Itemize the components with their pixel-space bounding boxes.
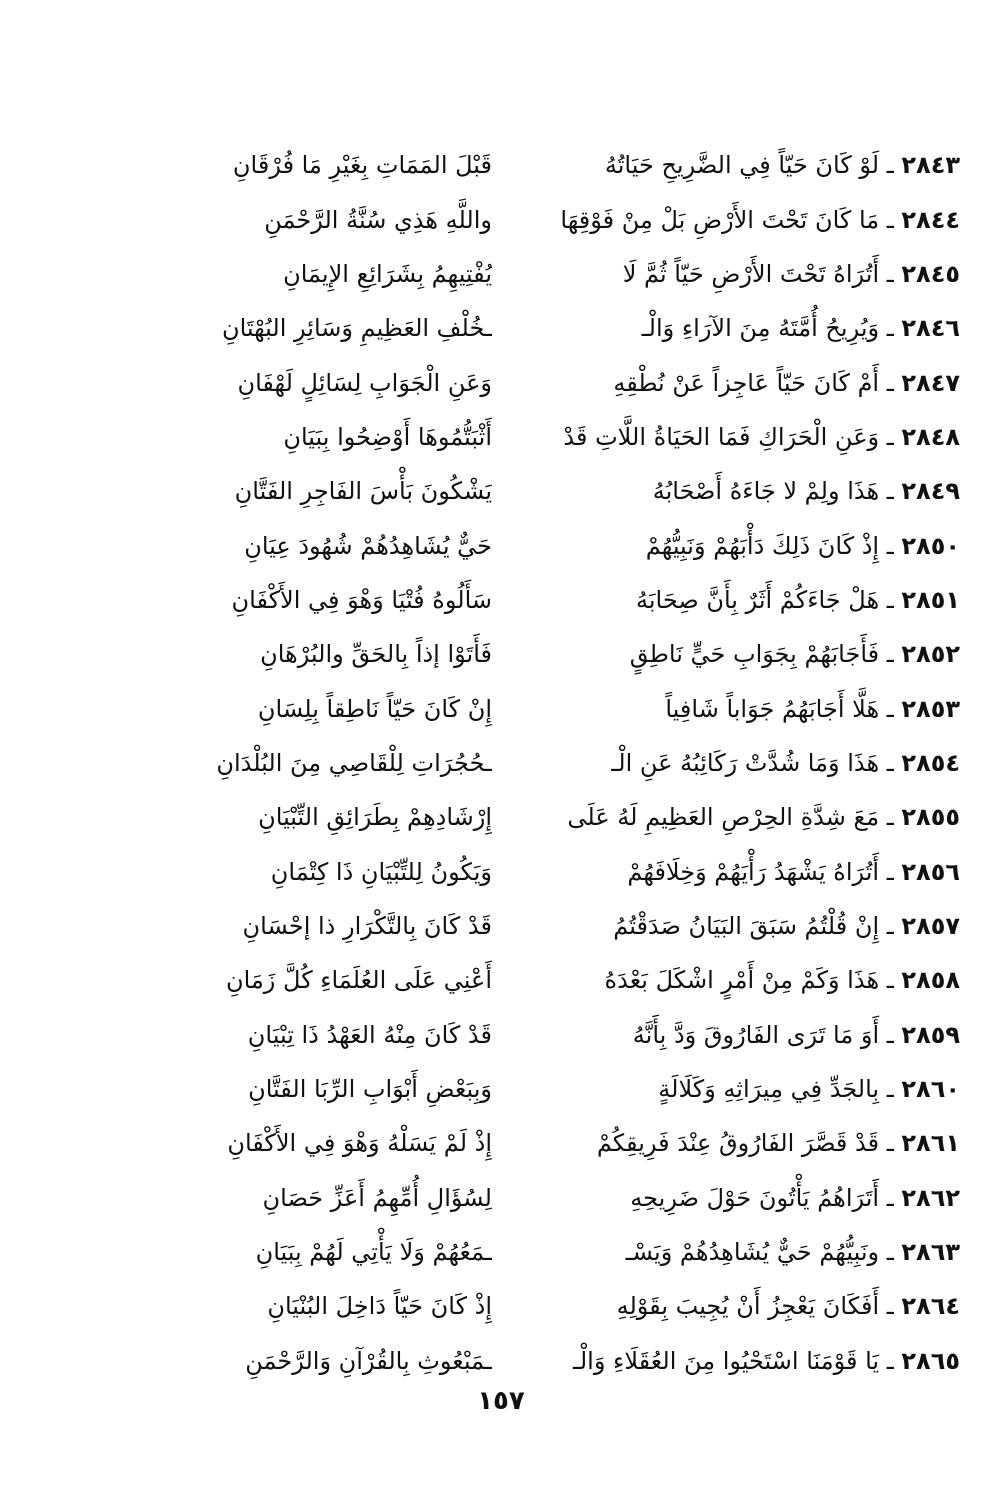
second-hemistich: ـحُجُرَاتِ لِلْقَاصِي مِنَ البُلْدَانِ [216, 748, 492, 777]
verse-row [80, 681, 960, 735]
first-hemistich-text: أَتُرَاهُ يَشْهَدُ رَأْيَهُمْ وَخِلَافَهُمْ [627, 857, 880, 886]
first-hemistich [520, 519, 960, 573]
verse-separator: ـ [879, 966, 902, 995]
verse-row [80, 301, 960, 355]
verse-number: ٢٨٥٨ [901, 966, 960, 995]
verse-number: ٢٨٦٢ [901, 1183, 960, 1212]
first-hemistich [520, 247, 960, 301]
verse-number: ٢٨٤٨ [901, 422, 960, 451]
verse-row [80, 518, 960, 572]
second-hemistich: لِسُؤَالِ أُمِّهِمُ أَعَزِّ حَصَانِ [262, 1183, 492, 1212]
first-hemistich [520, 193, 960, 247]
second-hemistich: يُفْتِيهِمُ بِشَرَائِعِ الإِيمَانِ [283, 259, 492, 288]
verse-row [80, 573, 960, 627]
first-hemistich [520, 1334, 960, 1388]
second-hemistich: سَأَلُوهُ فُتْيَا وَهْوَ فِي الأَكْفَانِ [231, 585, 492, 614]
verse-row [80, 1171, 960, 1225]
verse-row [80, 790, 960, 844]
first-hemistich-text: وَيُرِيحُ أُمَّتَهُ مِنَ الآرَاءِ وَالْـ [641, 314, 880, 343]
verse-number: ٢٨٦٤ [901, 1292, 960, 1321]
first-hemistich [520, 356, 960, 410]
first-hemistich-text: ونَبِيُّهُمْ حَيٌّ يُشَاهِدُهُمْ وَيَسْـ [625, 1238, 880, 1267]
second-hemistich: أَثْبَتُّمُوهَا أَوْضِحُوا بِبَيَانِ [283, 422, 492, 451]
first-hemistich [520, 1225, 960, 1279]
first-hemistich [520, 138, 960, 192]
second-hemistich: إِنْ كَانَ حَيّاً نَاطِقاً بِلِسَانِ [257, 694, 492, 723]
verse-number: ٢٨٤٤ [901, 205, 960, 234]
second-hemistich: قَبْلَ المَمَاتِ بِغَيْرِ مَا فُرْقَانِ [232, 151, 492, 180]
second-hemistich: فَأَتَوْا إذاً بِالحَقِّ والبُرْهَانِ [260, 640, 492, 669]
verse-number: ٢٨٥٤ [901, 748, 960, 777]
verse-number: ٢٨٥٣ [901, 694, 960, 723]
second-hemistich: واللَّهِ هَذِي سُنَّةُ الرَّحْمَنِ [264, 205, 492, 234]
verse-number: ٢٨٤٣ [901, 151, 960, 180]
second-hemistich: ـمَبْعُوثِ بِالقُرْآنِ وَالرَّحْمَنِ [245, 1346, 492, 1375]
first-hemistich-text: أَتَرَاهُمُ يَأْتُونَ حَوْلَ ضَرِيحِهِ [630, 1183, 880, 1212]
second-hemistich: أَعْنِي عَلَى العُلَمَاءِ كُلَّ زَمَانِ [226, 966, 492, 995]
verse-separator: ـ [879, 314, 902, 343]
verse-row [80, 1008, 960, 1062]
first-hemistich-text: مَعَ شِدَّةِ الحِرْصِ العَظِيمِ لَهُ عَلَى [567, 803, 880, 832]
second-hemistich: ـمَعُهُمْ وَلَا يَأْتِي لَهُمْ بِبَيَانِ [255, 1238, 492, 1267]
verse-list [80, 138, 960, 1388]
first-hemistich-text: قَدْ قَصَّرَ الفَارُوقُ عِنْدَ فَرِيقِكُمْ [596, 1129, 880, 1158]
first-hemistich [520, 682, 960, 736]
verse-row [80, 1062, 960, 1116]
first-hemistich-text: هَذَا وَمَا شُدَّتْ رَكَائِبُهُ عَنِ الْـ [611, 748, 880, 777]
verse-number: ٢٨٤٥ [901, 259, 960, 288]
verse-row [80, 192, 960, 246]
first-hemistich [520, 464, 960, 518]
verse-number: ٢٨٦٠ [901, 1075, 960, 1104]
first-hemistich [520, 953, 960, 1007]
verse-separator: ـ [879, 151, 902, 180]
second-hemistich: إِرْشَادِهِمْ بِطَرَائِقِ التِّبْيَانِ [258, 803, 492, 832]
verse-row [80, 736, 960, 790]
second-hemistich: قَدْ كَانَ مِنْهُ العَهْدُ ذَا تِبْيَانِ [247, 1020, 492, 1049]
verse-separator: ـ [879, 748, 902, 777]
verse-row [80, 844, 960, 898]
first-hemistich [520, 301, 960, 355]
first-hemistich [520, 899, 960, 953]
verse-separator: ـ [879, 422, 902, 451]
verse-separator: ـ [879, 1020, 902, 1049]
verse-row [80, 627, 960, 681]
verse-separator: ـ [879, 368, 902, 397]
verse-number: ٢٨٥٥ [901, 803, 960, 832]
first-hemistich-text: لَوْ كَانَ حَيّاً فِي الضَّرِيحِ حَيَاتُهُ [604, 151, 880, 180]
first-hemistich-text: هَلْ جَاءَكُمْ أَثَرٌ بِأَنَّ صِحَابَهُ [635, 585, 880, 614]
verse-number: ٢٨٥٠ [901, 531, 960, 560]
first-hemistich-text: يَا قَوْمَنَا اسْتَحْيُوا مِنَ العُقَلَاءِ وَالْـ [572, 1346, 880, 1375]
verse-number: ٢٨٥٧ [901, 911, 960, 940]
verse-row [80, 1116, 960, 1170]
first-hemistich [520, 573, 960, 627]
verse-separator: ـ [879, 1238, 902, 1267]
verse-separator: ـ [879, 1183, 902, 1212]
first-hemistich-text: إِذْ كَانَ ذَلِكَ دَأْبَهُمْ وَنَبِيُّهُمْ [645, 531, 880, 560]
verse-row [80, 247, 960, 301]
verse-separator: ـ [879, 911, 902, 940]
verse-separator: ـ [879, 1129, 902, 1158]
verse-number: ٢٨٦٣ [901, 1238, 960, 1267]
first-hemistich [520, 1116, 960, 1170]
first-hemistich-text: أَوَ مَا تَرَى الفَارُوقَ وَدَّ بِأَنَّهُ [632, 1020, 880, 1049]
first-hemistich-text: إِنْ قُلْتُمُ سَبَقَ البَيَانُ صَدَقْتُمُ [613, 911, 880, 940]
first-hemistich-text: أَمْ كَانَ حَيّاً عَاجِزاً عَنْ نُطْقِهِ [613, 368, 880, 397]
first-hemistich-text: هَذَا ولِمْ لا جَاءَهُ أَصْحَابُهُ [652, 477, 880, 506]
first-hemistich [520, 627, 960, 681]
verse-separator: ـ [879, 205, 902, 234]
verse-separator: ـ [879, 694, 902, 723]
first-hemistich-text: بِالجَدِّ فِي مِيرَاثِهِ وَكَلَالَةٍ [658, 1075, 880, 1104]
verse-separator: ـ [879, 477, 902, 506]
verse-row [80, 1279, 960, 1333]
second-hemistich: إِذْ لَمْ يَسَلْهُ وَهْوَ فِي الأَكْفَانِ [227, 1129, 492, 1158]
verse-row [80, 953, 960, 1007]
first-hemistich-text: هَذَا وَكَمْ مِنْ أَمْرٍ اشْكَلَ بَعْدَهُ [604, 966, 880, 995]
page-number: ١٥٧ [477, 1386, 525, 1416]
second-hemistich: قَدْ كَانَ بِالتَّكْرَارِ ذا إحْسَانِ [242, 911, 492, 940]
verse-number: ٢٨٦١ [901, 1129, 960, 1158]
first-hemistich [520, 790, 960, 844]
second-hemistich: وَبِبَعْضِ أَبْوَابِ الرِّبَا الفَتَّانِ [248, 1075, 492, 1104]
second-hemistich: حَيٌّ يُشَاهِدُهُمْ شُهُودَ عِيَانِ [244, 531, 492, 560]
verse-row [80, 355, 960, 409]
verse-row [80, 138, 960, 192]
first-hemistich-text: وَعَنِ الْحَرَاكِ فَمَا الحَيَاةُ اللَّاتِ قَدْ [563, 422, 880, 451]
second-hemistich: يَشْكُونَ بَأْسَ الفَاجِرِ الفَتَّانِ [234, 477, 492, 506]
verse-row [80, 410, 960, 464]
first-hemistich-text: أَتُرَاهُ تَحْتَ الأَرْضِ حَيّاً ثُمَّ لَا [622, 259, 880, 288]
verse-separator: ـ [879, 857, 902, 886]
first-hemistich [520, 410, 960, 464]
first-hemistich [520, 1171, 960, 1225]
verse-separator: ـ [879, 259, 902, 288]
first-hemistich-text: هَلَّا أَجَابَهُمُ جَوَاباً شَافِياً [665, 694, 880, 723]
verse-row [80, 464, 960, 518]
verse-number: ٢٨٤٩ [901, 477, 960, 506]
second-hemistich: وَعَنِ الْجَوَابِ لِسَائِلٍ لَهْفَانِ [237, 368, 492, 397]
first-hemistich [520, 1008, 960, 1062]
verse-separator: ـ [879, 1075, 902, 1104]
second-hemistich: وَيَكُونُ لِلتِّبْيَانِ ذَا كِتْمَانِ [270, 857, 492, 886]
verse-number: ٢٨٤٧ [901, 368, 960, 397]
verse-separator: ـ [879, 1346, 902, 1375]
first-hemistich-text: أَفَكَانَ يَعْجِزُ أَنْ يُجِيبَ بِقَوْلِهِ [616, 1292, 880, 1321]
first-hemistich-text: مَا كَانَ تَحْتَ الأَرْضِ بَلْ مِنْ فَوْقِهَا [560, 205, 880, 234]
verse-number: ٢٨٦٥ [901, 1346, 960, 1375]
second-hemistich: إِذْ كَانَ حَيّاً دَاخِلَ البُنْيَانِ [267, 1292, 492, 1321]
verse-separator: ـ [879, 803, 902, 832]
verse-number: ٢٨٤٦ [901, 314, 960, 343]
verse-number: ٢٨٥٦ [901, 857, 960, 886]
verse-separator: ـ [879, 640, 902, 669]
verse-row [80, 899, 960, 953]
first-hemistich [520, 1279, 960, 1333]
verse-row [80, 1225, 960, 1279]
first-hemistich [520, 845, 960, 899]
first-hemistich [520, 1062, 960, 1116]
first-hemistich [520, 736, 960, 790]
verse-separator: ـ [879, 1292, 902, 1321]
verse-number: ٢٨٥٢ [901, 640, 960, 669]
first-hemistich-text: فَأَجَابَهُمْ بِجَوَابِ حَيٍّ نَاطِقٍ [629, 640, 880, 669]
verse-row [80, 1334, 960, 1388]
verse-separator: ـ [879, 585, 902, 614]
verse-number: ٢٨٥٩ [901, 1020, 960, 1049]
second-hemistich: ـخُلْفِ العَظِيمِ وَسَائِرِ البُهْتَانِ [221, 314, 492, 343]
verse-separator: ـ [879, 531, 902, 560]
verse-number: ٢٨٥١ [901, 585, 960, 614]
